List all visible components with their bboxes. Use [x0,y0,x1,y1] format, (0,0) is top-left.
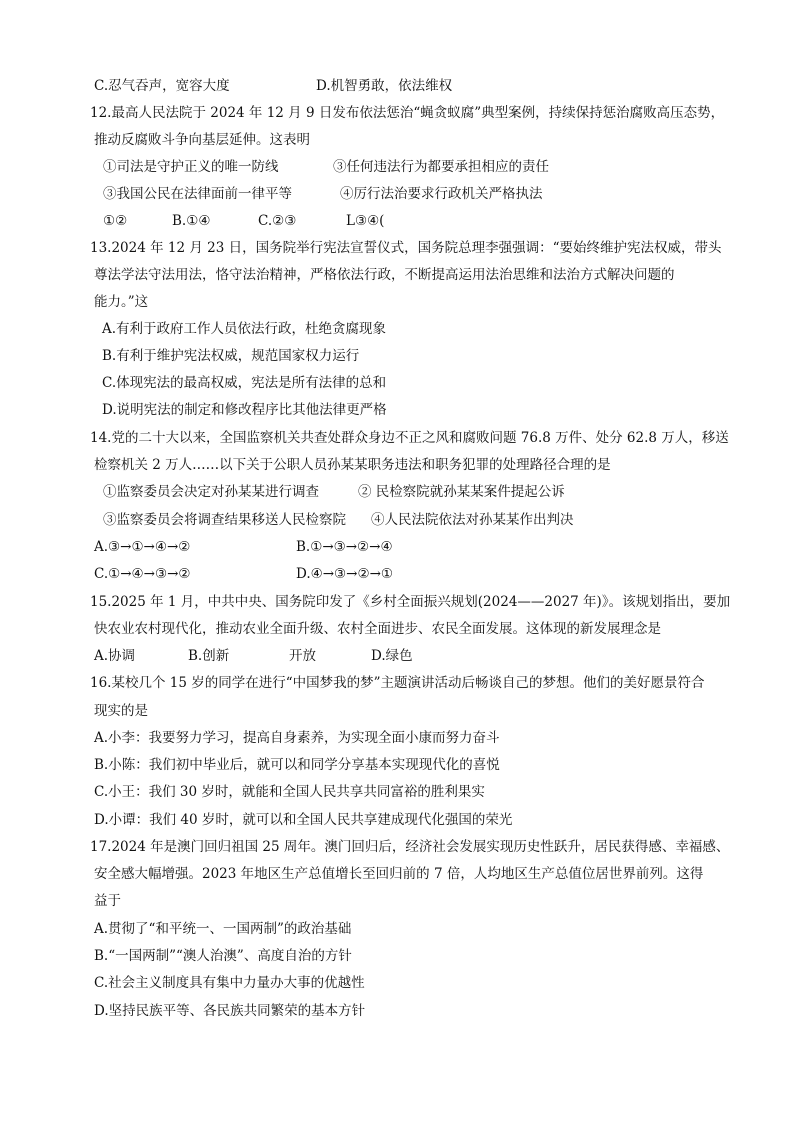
q11-option-d: D.机智勇敢，依法维权 [316,78,453,94]
q16-option-a: A.小李：我要努力学习，提高自身素养，为实现全面小康而努力奋斗 [94,730,500,746]
q17-option-b: B.“一国两制”“澳人治澳”、高度自治的方针 [94,948,352,964]
q12-option-c: C.②③ [258,213,297,229]
q15-stem-line1: 15.2025 年 1 月，中共中央、国务院印发了《乡村全面振兴规划(2024——2027 年)》。该规划指出，要加 [90,594,731,610]
q13-stem-line2: 尊法学法守法用法，恪守法治精神，严格依法行政，不断提高运用法治思维和法治方式解决问题的 [94,267,675,283]
q16-option-b: B.小陈：我们初中毕业后，就可以和同学分享基本实现现代化的喜悦 [94,757,500,773]
q14-option-d: D.④→③→②→① [296,566,393,582]
q16-option-c: C.小王：我们 30 岁时，就能和全国人民共享共同富裕的胜利果实 [94,784,485,800]
q16-stem-line1: 16.某校几个 15 岁的同学在进行“中国梦我的梦”主题演讲活动后畅谈自己的梦想。他们的美好愿景符合 [90,675,705,691]
q12-option-b: B.①④ [172,213,211,229]
q17-option-c: C.社会主义制度具有集中力量办大事的优越性 [94,975,365,991]
q12-stem-line2: 推动反腐败斗争向基层延伸。这表明 [94,132,310,148]
q12-option-d: L③④( [346,213,385,229]
q12-option-a: ①② [103,213,128,229]
q14-statement-3: ③监察委员会将调查结果移送人民检察院 [103,512,346,528]
q17-stem-line1: 17.2024 年是澳门回归祖国 25 周年。澳门回归后，经济社会发展实现历史性跃升，居民获得感、幸福感、 [90,839,730,855]
q11-option-c: C.忍气吞声，宽容大度 [94,78,230,94]
q14-stem-line2: 检察机关 2 万人……以下关于公职人员孙某某职务违法和职务犯罪的处理路径合理的是 [94,457,611,473]
q13-stem-line3: 能力。”这 [94,294,149,310]
q14-stem-line1: 14.党的二十大以来，全国监察机关共查处群众身边不正之风和腐败问题 76.8 万件、处分 62.8 万人，移送 [90,430,729,446]
q15-stem-line2: 快农业农村现代化，推动农业全面升级、农村全面进步、农民全面发展。这体现的新发展理念是 [94,621,661,637]
q17-option-a: A.贯彻了“和平统一、一国两制”的政治基础 [94,921,352,937]
q17-stem-line2: 安全感大幅增强。2023 年地区生产总值增长至回归前的 7 倍，人均地区生产总值位居世界前列。这得 [94,866,704,882]
q14-statement-2: ② 民检察院就孙某某案件提起公诉 [358,484,565,500]
q14-option-c: C.①→④→③→② [94,566,191,582]
q12-stem-line1: 12.最高人民法院于 2024 年 12 月 9 日发布依法惩治“蝇贪蚁腐”典型案例，持续保持惩治腐败高压态势， [90,105,725,121]
q14-option-a: A.③→①→④→② [94,539,191,555]
q16-option-d: D.小谭：我们 40 岁时，就可以和全国人民共享建成现代化强国的荣光 [94,812,513,828]
q13-option-a: A.有利于政府工作人员依法行政，杜绝贪腐现象 [102,321,387,337]
q12-statement-1: ①司法是守护正义的唯一防线 [103,159,279,175]
q14-option-b: B.①→③→②→④ [296,539,393,555]
q12-statement-2: ③我国公民在法律面前一律平等 [103,186,292,202]
q15-option-c: 开放 [289,648,316,664]
q12-statement-4: ④厉行法治要求行政机关严格执法 [340,186,543,202]
q13-stem-line1: 13.2024 年 12 月 23 日，国务院举行宪法宣誓仪式，国务院总理李强强调：“要始终维护宪法权威，带头 [90,240,722,256]
q13-option-d: D.说明宪法的制定和修改程序比其他法律更严格 [102,402,387,418]
q17-stem-line3: 益于 [94,893,121,909]
q15-option-b: B.创新 [188,648,230,664]
q17-option-d: D.坚持民族平等、各民族共同繁荣的基本方针 [94,1003,366,1019]
q16-stem-line2: 现实的是 [94,703,148,719]
q13-option-b: B.有利于维护宪法权威，规范国家权力运行 [102,348,360,364]
q14-statement-1: ①监察委员会决定对孙某某进行调查 [103,484,319,500]
q12-statement-3: ③任何违法行为都要承担相应的责任 [333,159,549,175]
q15-option-d: D.绿色 [371,648,413,664]
q14-statement-4: ④人民法院依法对孙某某作出判决 [371,512,574,528]
q13-option-c: C.体现宪法的最高权威，宪法是所有法律的总和 [102,375,387,391]
q15-option-a: A.协调 [94,648,136,664]
